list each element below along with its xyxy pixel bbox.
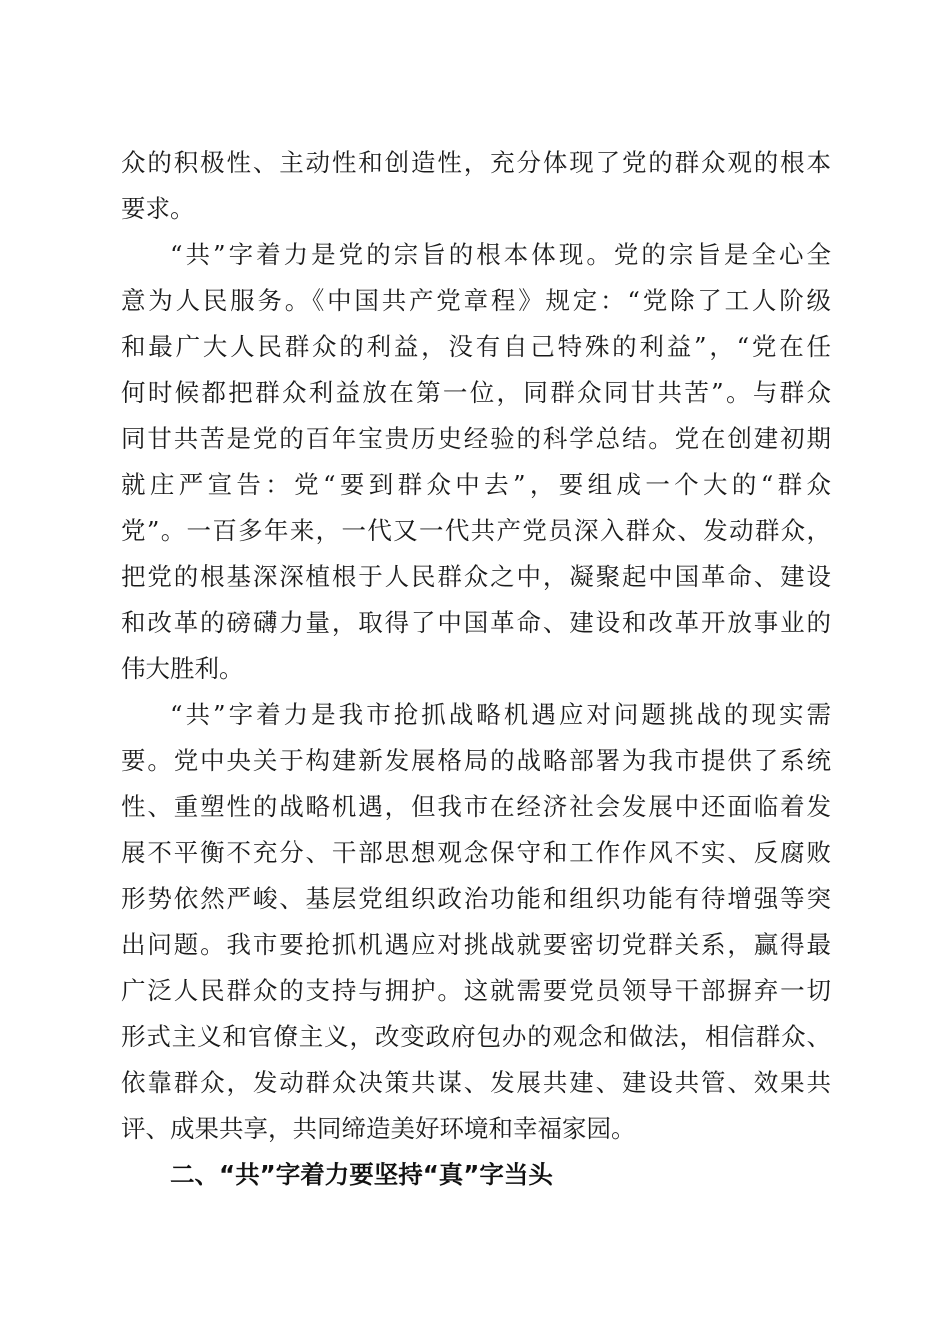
paragraph-2-line-2: 意为人民服务。《中国共产党章程》规定：“党除了工人阶级 (121, 286, 831, 315)
section-heading: 二、“共”字着力要坚持“真”字当头 (170, 1160, 553, 1189)
paragraph-3-line-1: “共”字着力是我市抢抓战略机遇应对问题挑战的现实需 (170, 700, 831, 729)
paragraph-2-line-4: 何时候都把群众利益放在第一位，同群众同甘共苦”。与群众 (121, 378, 831, 407)
paragraph-2-line-7: 党”。一百多年来，一代又一代共产党员深入群众、发动群众， (121, 516, 831, 545)
paragraph-2-line-6: 就庄严宣告：党“要到群众中去”，要组成一个大的“群众 (121, 470, 831, 499)
paragraph-3-line-7: 广泛人民群众的支持与拥护。这就需要党员领导干部摒弃一切 (121, 976, 831, 1005)
paragraph-3-line-8: 形式主义和官僚主义，改变政府包办的观念和做法，相信群众、 (121, 1022, 831, 1051)
paragraph-2-line-10: 伟大胜利。 (121, 654, 244, 683)
paragraph-3-line-2: 要。党中央关于构建新发展格局的战略部署为我市提供了系统 (121, 746, 831, 775)
paragraph-3-line-10: 评、成果共享，共同缔造美好环境和幸福家园。 (121, 1114, 636, 1143)
paragraph-2-line-1: “共”字着力是党的宗旨的根本体现。党的宗旨是全心全 (170, 240, 831, 269)
paragraph-3-line-3: 性、重塑性的战略机遇，但我市在经济社会发展中还面临着发 (121, 792, 831, 821)
paragraph-3-line-5: 形势依然严峻、基层党组织政治功能和组织功能有待增强等突 (121, 884, 831, 913)
paragraph-3-line-4: 展不平衡不充分、干部思想观念保守和工作作风不实、反腐败 (121, 838, 831, 867)
paragraph-1-line-1: 众的积极性、主动性和创造性，充分体现了党的群众观的根本 (121, 148, 831, 177)
paragraph-3-line-6: 出问题。我市要抢抓机遇应对挑战就要密切党群关系，赢得最 (121, 930, 831, 959)
paragraph-2-line-8: 把党的根基深深植根于人民群众之中，凝聚起中国革命、建设 (121, 562, 831, 591)
paragraph-3-line-9: 依靠群众，发动群众决策共谋、发展共建、建设共管、效果共 (121, 1068, 831, 1097)
paragraph-2-line-9: 和改革的磅礴力量，取得了中国革命、建设和改革开放事业的 (121, 608, 831, 637)
paragraph-2-line-5: 同甘共苦是党的百年宝贵历史经验的科学总结。党在创建初期 (121, 424, 831, 453)
paragraph-2-line-3: 和最广大人民群众的利益，没有自己特殊的利益”，“党在任 (121, 332, 831, 361)
paragraph-1-line-2: 要求。 (121, 194, 195, 223)
